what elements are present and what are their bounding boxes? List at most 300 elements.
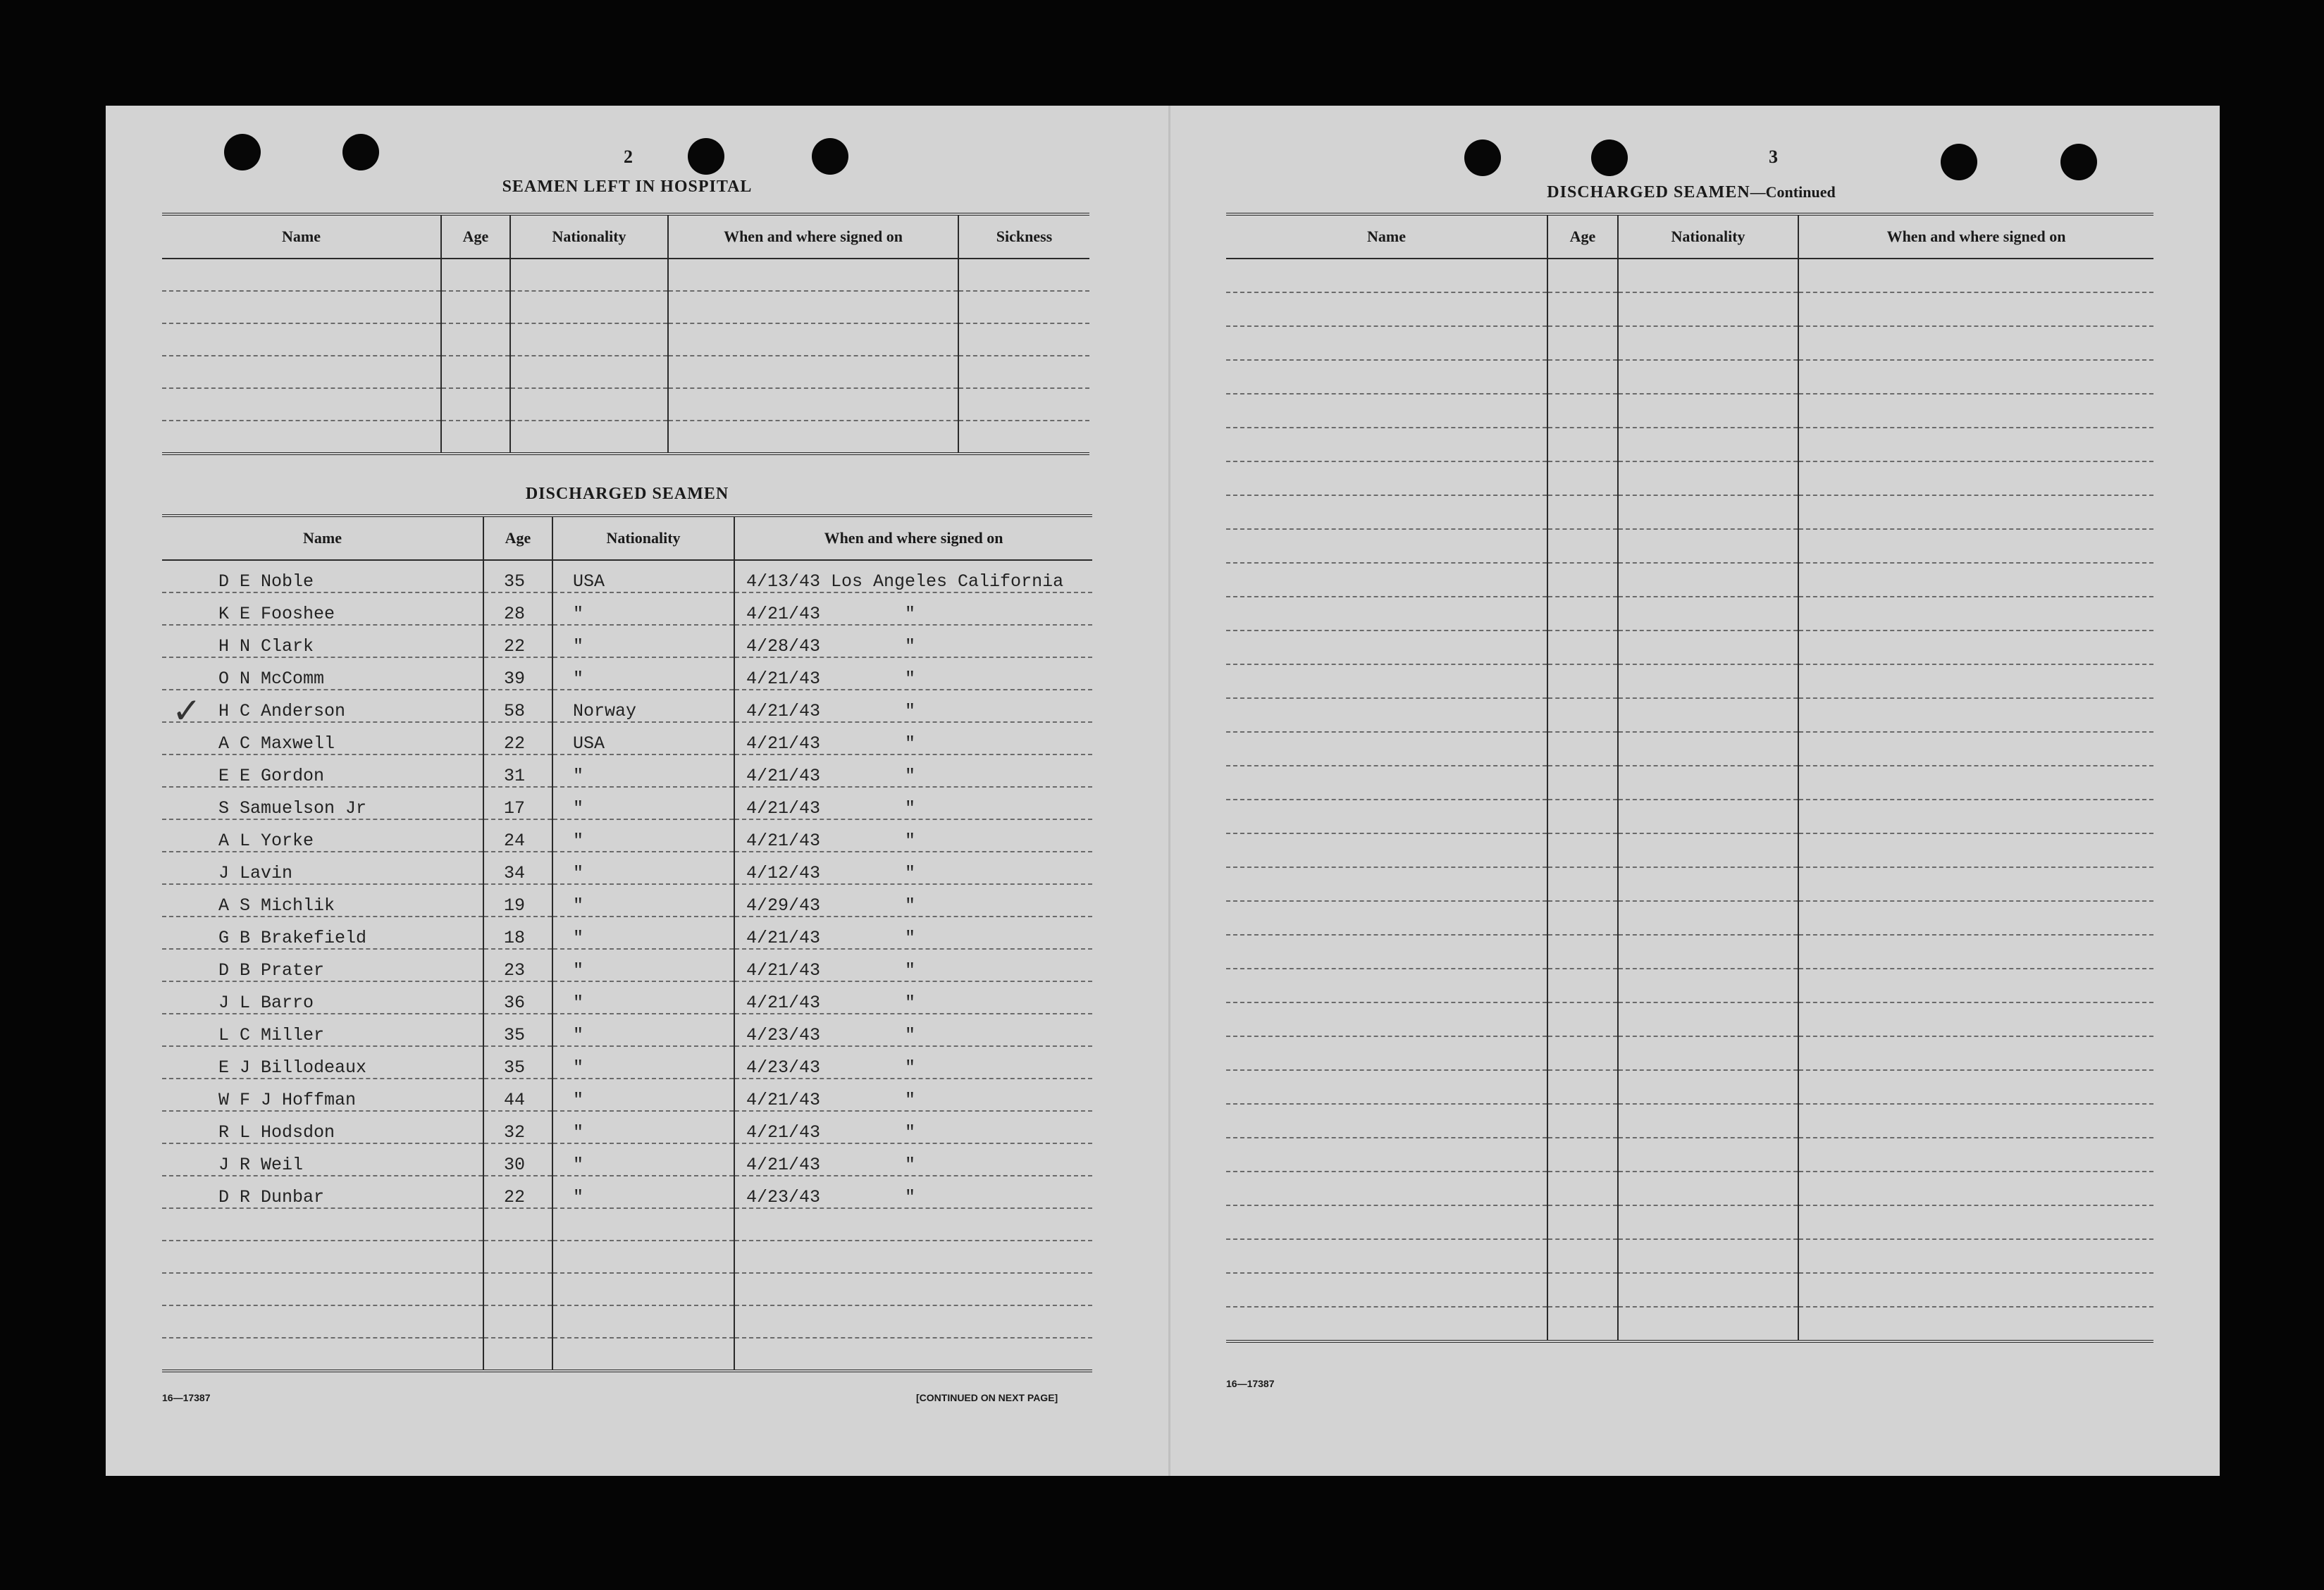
blank-row bbox=[1226, 867, 2153, 901]
blank-row bbox=[1226, 1273, 2153, 1307]
blank-cell bbox=[1618, 529, 1798, 563]
discharged-heading: DISCHARGED SEAMEN bbox=[525, 485, 729, 503]
blank-cell bbox=[1547, 766, 1618, 800]
blank-cell bbox=[734, 1305, 1092, 1338]
blank-cell bbox=[1798, 1273, 2153, 1307]
blank-cell bbox=[1226, 1036, 1547, 1070]
blank-cell bbox=[1618, 631, 1798, 664]
blank-cell bbox=[1547, 1307, 1618, 1341]
blank-cell bbox=[1798, 360, 2153, 394]
blank-cell bbox=[1618, 800, 1798, 833]
blank-cell bbox=[1226, 664, 1547, 698]
blank-cell bbox=[1226, 1307, 1547, 1341]
blank-cell bbox=[1226, 867, 1547, 901]
cell-name: H N Clark bbox=[162, 625, 483, 657]
blank-cell bbox=[1618, 428, 1798, 461]
blank-cell bbox=[1798, 529, 2153, 563]
blank-cell bbox=[1226, 1138, 1547, 1172]
blank-cell bbox=[1226, 1002, 1547, 1036]
blank-cell bbox=[441, 259, 510, 291]
blank-cell bbox=[441, 388, 510, 421]
blank-cell bbox=[1547, 495, 1618, 529]
table-row bbox=[162, 917, 1092, 949]
cell-nationality: " bbox=[552, 754, 734, 787]
cell-name: E J Billodeaux bbox=[162, 1046, 483, 1079]
cell-signed: 4/21/43 " bbox=[734, 690, 1092, 722]
blank-cell bbox=[162, 259, 441, 291]
check-mark: ✓ bbox=[172, 690, 202, 731]
cell-name: D E Noble bbox=[162, 560, 483, 592]
blank-cell bbox=[1618, 833, 1798, 867]
blank-cell bbox=[1547, 800, 1618, 833]
blank-cell bbox=[1547, 1002, 1618, 1036]
cell-signed: 4/28/43 " bbox=[734, 625, 1092, 657]
cell-signed: 4/21/43 " bbox=[734, 819, 1092, 852]
cell-signed: 4/21/43 " bbox=[734, 981, 1092, 1014]
blank-cell bbox=[1547, 292, 1618, 326]
blank-cell bbox=[1618, 1138, 1798, 1172]
cell-name: A L Yorke bbox=[162, 819, 483, 852]
blank-cell bbox=[1547, 664, 1618, 698]
discharged-continued-heading bbox=[1226, 183, 2156, 202]
blank-cell bbox=[1226, 597, 1547, 631]
cell-nationality: " bbox=[552, 1079, 734, 1111]
blank-cell bbox=[958, 291, 1089, 323]
page-number: 2 bbox=[624, 147, 633, 167]
blank-cell bbox=[1618, 394, 1798, 428]
blank-row bbox=[1226, 1104, 2153, 1138]
blank-cell bbox=[441, 356, 510, 388]
table-row bbox=[162, 1079, 1092, 1111]
blank-cell bbox=[483, 1305, 552, 1338]
cell-nationality: " bbox=[552, 1046, 734, 1079]
table-row bbox=[162, 884, 1092, 917]
cell-age: 58 bbox=[483, 690, 552, 722]
cell-name: R L Hodsdon bbox=[162, 1111, 483, 1143]
cell-nationality: " bbox=[552, 917, 734, 949]
blank-cell bbox=[1798, 1307, 2153, 1341]
blank-row bbox=[1226, 833, 2153, 867]
blank-cell bbox=[1547, 1070, 1618, 1104]
col-name: Name bbox=[162, 214, 441, 259]
blank-cell bbox=[734, 1338, 1092, 1371]
cell-name: K E Fooshee bbox=[162, 592, 483, 625]
blank-cell bbox=[1226, 732, 1547, 766]
blank-cell bbox=[510, 388, 668, 421]
blank-cell bbox=[1798, 766, 2153, 800]
blank-cell bbox=[510, 323, 668, 356]
heading-continued: —Continued bbox=[1750, 183, 1836, 201]
blank-cell bbox=[1226, 326, 1547, 360]
blank-row bbox=[162, 421, 1089, 454]
blank-cell bbox=[1226, 833, 1547, 867]
blank-cell bbox=[1226, 259, 1547, 292]
col-nationality: Nationality bbox=[510, 214, 668, 259]
blank-cell bbox=[1618, 766, 1798, 800]
col-sickness: Sickness bbox=[958, 214, 1089, 259]
cell-signed: 4/21/43 " bbox=[734, 1111, 1092, 1143]
blank-cell bbox=[1798, 394, 2153, 428]
blank-cell bbox=[1618, 495, 1798, 529]
blank-cell bbox=[1547, 461, 1618, 495]
blank-cell bbox=[1798, 732, 2153, 766]
cell-name: J Lavin bbox=[162, 852, 483, 884]
blank-row bbox=[1226, 495, 2153, 529]
blank-row bbox=[162, 291, 1089, 323]
blank-cell bbox=[1547, 867, 1618, 901]
blank-cell bbox=[1618, 563, 1798, 597]
right-page bbox=[1226, 106, 2156, 1476]
table-row bbox=[162, 949, 1092, 981]
cell-age: 22 bbox=[483, 1176, 552, 1208]
table-row bbox=[162, 754, 1092, 787]
cell-age: 35 bbox=[483, 1046, 552, 1079]
blank-cell bbox=[1226, 1104, 1547, 1138]
blank-cell bbox=[1547, 326, 1618, 360]
cell-signed: 4/21/43 " bbox=[734, 787, 1092, 819]
cell-nationality: " bbox=[552, 981, 734, 1014]
blank-cell bbox=[958, 388, 1089, 421]
blank-row bbox=[1226, 664, 2153, 698]
blank-row bbox=[1226, 259, 2153, 292]
blank-cell bbox=[1798, 292, 2153, 326]
blank-cell bbox=[1226, 563, 1547, 597]
blank-cell bbox=[734, 1208, 1092, 1241]
blank-cell bbox=[1226, 800, 1547, 833]
cell-age: 39 bbox=[483, 657, 552, 690]
blank-cell bbox=[1547, 259, 1618, 292]
blank-cell bbox=[1798, 698, 2153, 732]
blank-cell bbox=[1226, 698, 1547, 732]
blank-row bbox=[1226, 529, 2153, 563]
blank-cell bbox=[1226, 631, 1547, 664]
blank-cell bbox=[162, 323, 441, 356]
cell-age: 19 bbox=[483, 884, 552, 917]
table-row bbox=[162, 787, 1092, 819]
table-row bbox=[162, 657, 1092, 690]
blank-cell bbox=[552, 1208, 734, 1241]
cell-age: 35 bbox=[483, 560, 552, 592]
discharged-continued-table bbox=[1226, 213, 2153, 1343]
cell-signed: 4/21/43 " bbox=[734, 657, 1092, 690]
blank-cell bbox=[1618, 969, 1798, 1002]
blank-cell bbox=[1618, 867, 1798, 901]
table-row bbox=[162, 1143, 1092, 1176]
blank-cell bbox=[552, 1338, 734, 1371]
blank-cell bbox=[162, 1241, 483, 1273]
blank-cell bbox=[734, 1241, 1092, 1273]
blank-cell bbox=[1226, 1205, 1547, 1239]
blank-cell bbox=[1798, 326, 2153, 360]
blank-cell bbox=[1226, 529, 1547, 563]
table-row bbox=[162, 560, 1092, 592]
blank-cell bbox=[1226, 461, 1547, 495]
blank-cell bbox=[1798, 1002, 2153, 1036]
cell-signed: 4/21/43 " bbox=[734, 592, 1092, 625]
cell-age: 31 bbox=[483, 754, 552, 787]
cell-nationality: " bbox=[552, 1176, 734, 1208]
blank-cell bbox=[483, 1273, 552, 1305]
blank-cell bbox=[1226, 428, 1547, 461]
col-when-where: When and where signed on bbox=[734, 516, 1092, 560]
blank-cell bbox=[734, 1273, 1092, 1305]
blank-row bbox=[1226, 292, 2153, 326]
blank-row bbox=[1226, 901, 2153, 935]
blank-cell bbox=[1618, 461, 1798, 495]
continued-note: [CONTINUED ON NEXT PAGE] bbox=[916, 1392, 1058, 1403]
blank-cell bbox=[1226, 1070, 1547, 1104]
blank-cell bbox=[1618, 1273, 1798, 1307]
cell-signed: 4/23/43 " bbox=[734, 1014, 1092, 1046]
blank-cell bbox=[1226, 360, 1547, 394]
cell-nationality: " bbox=[552, 949, 734, 981]
blank-row bbox=[1226, 969, 2153, 1002]
cell-nationality: " bbox=[552, 884, 734, 917]
cell-age: 23 bbox=[483, 949, 552, 981]
blank-row bbox=[162, 388, 1089, 421]
blank-cell bbox=[1798, 631, 2153, 664]
cell-nationality: Norway bbox=[552, 690, 734, 722]
cell-signed: 4/23/43 " bbox=[734, 1046, 1092, 1079]
blank-row bbox=[1226, 766, 2153, 800]
blank-cell bbox=[1226, 766, 1547, 800]
cell-nationality: " bbox=[552, 819, 734, 852]
blank-cell bbox=[1547, 1138, 1618, 1172]
blank-row bbox=[1226, 1138, 2153, 1172]
blank-row bbox=[162, 1273, 1092, 1305]
cell-name: H C Anderson bbox=[162, 690, 483, 722]
blank-row bbox=[162, 323, 1089, 356]
blank-cell bbox=[1226, 1239, 1547, 1273]
blank-cell bbox=[1798, 901, 2153, 935]
blank-cell bbox=[162, 1273, 483, 1305]
cell-nationality: " bbox=[552, 625, 734, 657]
blank-cell bbox=[1547, 935, 1618, 969]
cell-signed: 4/21/43 " bbox=[734, 917, 1092, 949]
blank-cell bbox=[1618, 1104, 1798, 1138]
blank-cell bbox=[162, 291, 441, 323]
blank-cell bbox=[162, 1305, 483, 1338]
blank-cell bbox=[668, 291, 958, 323]
blank-row bbox=[1226, 1205, 2153, 1239]
blank-row bbox=[162, 1338, 1092, 1371]
hospital-heading: SEAMEN LEFT IN HOSPITAL bbox=[502, 178, 753, 196]
hospital-table bbox=[162, 213, 1089, 455]
blank-cell bbox=[441, 291, 510, 323]
blank-cell bbox=[1618, 259, 1798, 292]
blank-cell bbox=[1618, 597, 1798, 631]
col-when-where: When and where signed on bbox=[1798, 214, 2153, 259]
blank-cell bbox=[1226, 1273, 1547, 1307]
cell-signed: 4/21/43 " bbox=[734, 949, 1092, 981]
cell-age: 17 bbox=[483, 787, 552, 819]
blank-cell bbox=[1618, 1239, 1798, 1273]
blank-cell bbox=[1798, 867, 2153, 901]
blank-cell bbox=[1618, 732, 1798, 766]
blank-cell bbox=[1798, 1104, 2153, 1138]
blank-cell bbox=[1547, 833, 1618, 867]
cell-age: 18 bbox=[483, 917, 552, 949]
col-when-where: When and where signed on bbox=[668, 214, 958, 259]
blank-row bbox=[1226, 1307, 2153, 1341]
form-number: 16—17387 bbox=[162, 1392, 211, 1403]
blank-cell bbox=[510, 291, 668, 323]
cell-name: J R Weil bbox=[162, 1143, 483, 1176]
col-age: Age bbox=[483, 516, 552, 560]
cell-nationality: " bbox=[552, 1111, 734, 1143]
blank-cell bbox=[162, 356, 441, 388]
blank-cell bbox=[1618, 1307, 1798, 1341]
blank-cell bbox=[1547, 394, 1618, 428]
blank-row bbox=[1226, 428, 2153, 461]
blank-cell bbox=[1547, 1172, 1618, 1205]
blank-cell bbox=[1547, 1273, 1618, 1307]
blank-row bbox=[1226, 631, 2153, 664]
blank-cell bbox=[1798, 259, 2153, 292]
blank-row bbox=[1226, 1036, 2153, 1070]
cell-name: W F J Hoffman bbox=[162, 1079, 483, 1111]
cell-name: S Samuelson Jr bbox=[162, 787, 483, 819]
cell-signed: 4/12/43 " bbox=[734, 852, 1092, 884]
blank-row bbox=[162, 1305, 1092, 1338]
blank-cell bbox=[668, 259, 958, 291]
blank-row bbox=[1226, 394, 2153, 428]
blank-row bbox=[162, 356, 1089, 388]
blank-row bbox=[1226, 461, 2153, 495]
blank-row bbox=[1226, 698, 2153, 732]
cell-name: J L Barro bbox=[162, 981, 483, 1014]
blank-cell bbox=[1618, 664, 1798, 698]
cell-nationality: USA bbox=[552, 560, 734, 592]
blank-cell bbox=[1618, 1172, 1798, 1205]
blank-cell bbox=[1798, 833, 2153, 867]
blank-cell bbox=[1798, 563, 2153, 597]
blank-row bbox=[1226, 1172, 2153, 1205]
blank-cell bbox=[1798, 1138, 2153, 1172]
blank-cell bbox=[1226, 1172, 1547, 1205]
blank-cell bbox=[483, 1338, 552, 1371]
blank-cell bbox=[1547, 698, 1618, 732]
blank-cell bbox=[958, 421, 1089, 454]
blank-row bbox=[162, 1241, 1092, 1273]
blank-cell bbox=[1798, 495, 2153, 529]
blank-cell bbox=[1798, 969, 2153, 1002]
cell-signed: 4/21/43 " bbox=[734, 722, 1092, 754]
cell-signed: 4/13/43 Los Angeles California bbox=[734, 560, 1092, 592]
blank-cell bbox=[1547, 732, 1618, 766]
discharged-table bbox=[162, 514, 1092, 1372]
cell-age: 32 bbox=[483, 1111, 552, 1143]
cell-nationality: " bbox=[552, 1014, 734, 1046]
cell-name: G B Brakefield bbox=[162, 917, 483, 949]
table-row bbox=[162, 592, 1092, 625]
cell-nationality: " bbox=[552, 852, 734, 884]
blank-cell bbox=[1798, 1036, 2153, 1070]
blank-cell bbox=[958, 356, 1089, 388]
blank-cell bbox=[1618, 1205, 1798, 1239]
cell-age: 44 bbox=[483, 1079, 552, 1111]
blank-row bbox=[162, 259, 1089, 291]
blank-cell bbox=[1618, 360, 1798, 394]
blank-cell bbox=[552, 1273, 734, 1305]
blank-cell bbox=[1226, 901, 1547, 935]
blank-cell bbox=[1618, 901, 1798, 935]
cell-name: A S Michlik bbox=[162, 884, 483, 917]
page-number: 3 bbox=[1769, 147, 1778, 167]
blank-cell bbox=[1618, 1002, 1798, 1036]
col-name: Name bbox=[1226, 214, 1547, 259]
blank-cell bbox=[162, 1338, 483, 1371]
table-row bbox=[162, 625, 1092, 657]
blank-cell bbox=[1547, 360, 1618, 394]
cell-signed: 4/29/43 " bbox=[734, 884, 1092, 917]
blank-cell bbox=[1226, 292, 1547, 326]
table-row bbox=[162, 1176, 1092, 1208]
blank-cell bbox=[1798, 461, 2153, 495]
blank-cell bbox=[441, 421, 510, 454]
blank-cell bbox=[1547, 1239, 1618, 1273]
table-row bbox=[162, 819, 1092, 852]
cell-name: O N McComm bbox=[162, 657, 483, 690]
blank-cell bbox=[1547, 631, 1618, 664]
blank-cell bbox=[1798, 664, 2153, 698]
blank-cell bbox=[1798, 428, 2153, 461]
cell-nationality: " bbox=[552, 657, 734, 690]
blank-cell bbox=[483, 1241, 552, 1273]
blank-cell bbox=[668, 323, 958, 356]
col-nationality: Nationality bbox=[552, 516, 734, 560]
cell-age: 34 bbox=[483, 852, 552, 884]
cell-age: 35 bbox=[483, 1014, 552, 1046]
blank-row bbox=[1226, 732, 2153, 766]
blank-cell bbox=[1618, 1070, 1798, 1104]
cell-nationality: " bbox=[552, 1143, 734, 1176]
blank-cell bbox=[483, 1208, 552, 1241]
blank-row bbox=[1226, 1002, 2153, 1036]
form-number: 16—17387 bbox=[1226, 1378, 1275, 1389]
blank-cell bbox=[1618, 698, 1798, 732]
blank-row bbox=[1226, 935, 2153, 969]
blank-cell bbox=[510, 356, 668, 388]
blank-cell bbox=[441, 323, 510, 356]
blank-cell bbox=[1798, 597, 2153, 631]
blank-cell bbox=[1618, 292, 1798, 326]
blank-cell bbox=[510, 259, 668, 291]
blank-cell bbox=[1547, 529, 1618, 563]
cell-age: 22 bbox=[483, 722, 552, 754]
blank-cell bbox=[1226, 495, 1547, 529]
cell-name: E E Gordon bbox=[162, 754, 483, 787]
blank-cell bbox=[668, 421, 958, 454]
blank-cell bbox=[1618, 1036, 1798, 1070]
blank-cell bbox=[668, 388, 958, 421]
cell-name: A C Maxwell bbox=[162, 722, 483, 754]
cell-signed: 4/21/43 " bbox=[734, 1079, 1092, 1111]
blank-cell bbox=[1547, 563, 1618, 597]
blank-cell bbox=[1798, 1070, 2153, 1104]
blank-cell bbox=[162, 388, 441, 421]
table-row bbox=[162, 1014, 1092, 1046]
blank-row bbox=[1226, 1239, 2153, 1273]
blank-cell bbox=[1547, 428, 1618, 461]
blank-cell bbox=[1547, 1104, 1618, 1138]
table-row bbox=[162, 852, 1092, 884]
blank-cell bbox=[162, 1208, 483, 1241]
table-row bbox=[162, 690, 1092, 722]
blank-cell bbox=[958, 323, 1089, 356]
cell-name: D B Prater bbox=[162, 949, 483, 981]
cell-nationality: USA bbox=[552, 722, 734, 754]
